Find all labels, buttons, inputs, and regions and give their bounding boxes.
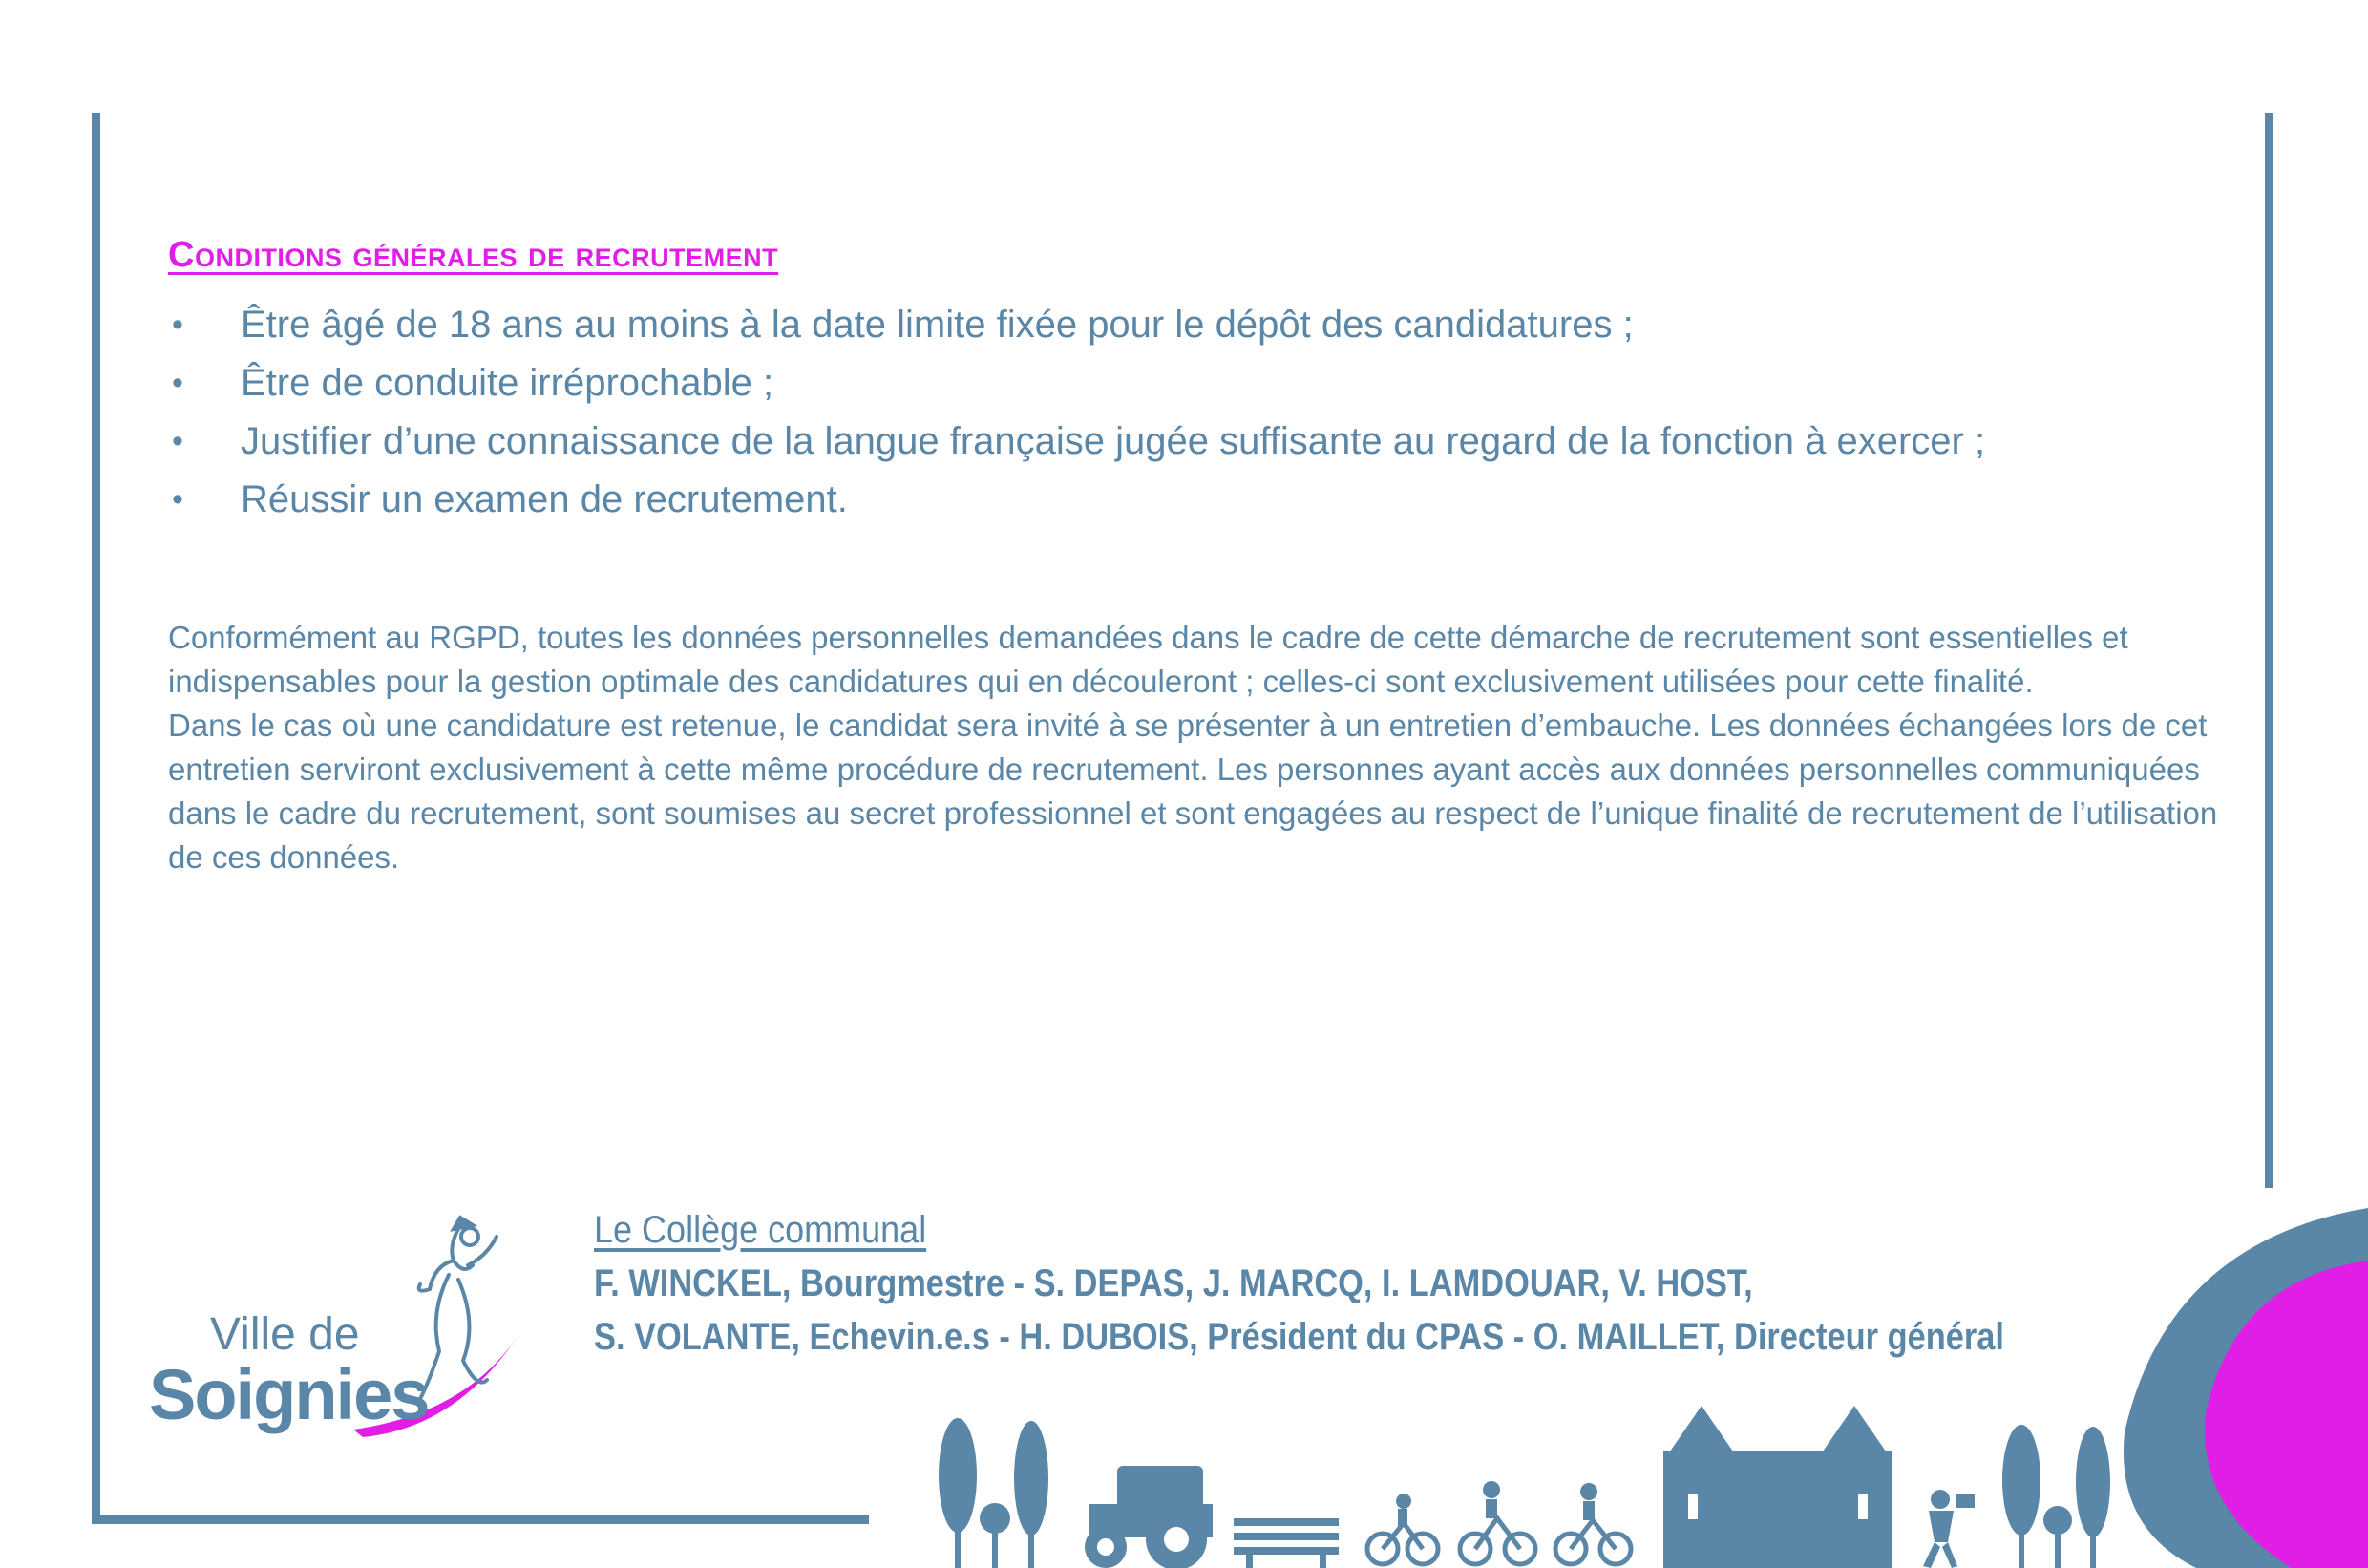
bullet-icon: • bbox=[172, 481, 183, 518]
list-item: • Être de conduite irréprochable ; bbox=[168, 354, 1985, 413]
list-item: • Justifier d’une connaissance de la langue française jugée suffisante au regard de la fonction à exercer ; bbox=[168, 413, 1985, 471]
college-members-line-2: S. VOLANTE, Echevin.e.s - H. DUBOIS, Président du CPAS - O. MAILLET, Directeur général bbox=[594, 1316, 2004, 1358]
rgpd-paragraph-2: Dans le cas où une candidature est retenue, le candidat sera invité à se présenter à un entretien d’embauche. Les données échangées lors de cet entretien serviront exclusivement à cette même procédure de recrutement. Les personnes ayant accès aux données personnelles communiquées dans le cadre du recrutement, sont soumises au secret professionnel et sont engagées au respect de l’unique finalité de recrutement de l’utilisation de ces données. bbox=[168, 708, 2218, 875]
conditions-title: Conditions générales de recrutement bbox=[168, 235, 779, 275]
logo-text-soignies: Soignies bbox=[149, 1355, 429, 1434]
rgpd-paragraph-1: Conformément au RGPD, toutes les données personnelles demandées dans le cadre de cette démarche de recrutement sont essentielles et indispensables pour la gestion optimale des candidatures qui en découleront ; celles-ci sont exclusivement utilisées pour cette finalité. bbox=[168, 620, 2128, 699]
logo-text-ville: Ville de bbox=[210, 1309, 360, 1360]
tractor-icon bbox=[1085, 1466, 1213, 1568]
college-title: Le Collège communal bbox=[594, 1209, 927, 1251]
corner-swoosh-icon bbox=[2124, 1208, 2368, 1568]
college-members-line-1: F. WINCKEL, Bourgmestre - S. DEPAS, J. MARCQ, I. LAMDOUAR, V. HOST, bbox=[594, 1262, 1753, 1304]
bullet-icon: • bbox=[172, 423, 183, 459]
list-item: • Être âgé de 18 ans au moins à la date limite fixée pour le dépôt des candidatures ; bbox=[168, 296, 1985, 354]
child-reading-icon bbox=[1923, 1490, 1975, 1568]
bullet-icon: • bbox=[172, 365, 183, 401]
bullet-icon: • bbox=[172, 307, 183, 343]
bench-icon bbox=[1234, 1518, 1339, 1568]
list-item: • Réussir un examen de recrutement. bbox=[168, 471, 1985, 529]
collegiate-building-icon bbox=[1663, 1406, 1892, 1568]
trees-left-icon bbox=[939, 1418, 1048, 1568]
trees-right-icon bbox=[2002, 1425, 2110, 1568]
